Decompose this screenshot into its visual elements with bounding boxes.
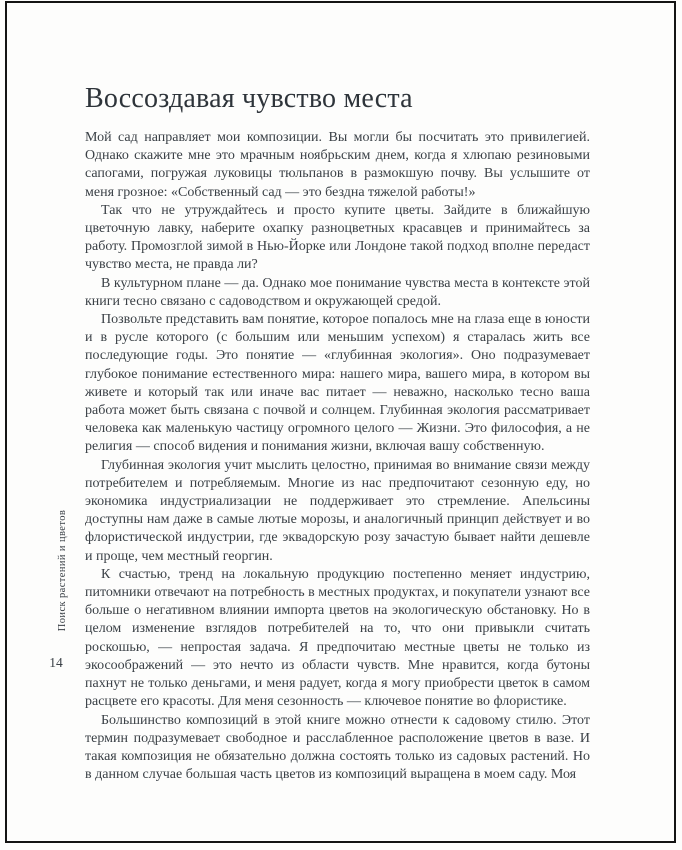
body-paragraph: В культурном плане — да. Однако мое понимание чувства места в контексте этой книги тесно связано с садоводством и окружающей средой. <box>85 275 590 309</box>
body-paragraph: Глубинная экология учит мыслить целостно, принимая во внимание связи между потребителем и потребляемым. Многие из нас предпочитают сезонную еду, но экономика индустриализации не поддерживает это стремление. Апельсины доступны нам даже в самые лютые морозы, и аналогичный принцип действует и во флористической индустрии, где эквадорскую розу зачастую бывает найти дешевле и проще, чем местный георгин. <box>85 457 590 564</box>
body-paragraph: Позвольте представить вам понятие, которое попалось мне на глаза еще в юности и в русле которого (с большим или меньшим успехом) я старалась жить все последующие годы. Это понятие — «глубинная экология». Оно подразумевает глубокое понимание естественного мира: нашего мира, вашего мира, в котором вы живете и который так или иначе вас питает — неважно, насколько тесно ваша работа может быть связана с почвой и солнцем. Глубинная экология рассматривает человека как маленькую частицу огромного целого — Жизни. Это философия, а не религия — способ видения и понимания жизни, включая вашу собственную. <box>85 312 590 455</box>
body-paragraph: Мой сад направляет мои композиции. Вы могли бы посчитать это привилегией. Однако скажите мне это мрачным ноябрьским днем, когда я хлюпаю резиновыми сапогами, погружая луковицы тюльпанов в размокшую почву. Вы услышите от меня грозное: «Собственный сад — это бездна тяжелой работы!» <box>85 130 590 200</box>
page-content <box>85 83 590 784</box>
body-text <box>85 129 590 784</box>
margin-section-label: Поиск растений и цветов <box>57 509 69 631</box>
margin-section-label-container <box>55 505 71 635</box>
body-paragraph: К счастью, тренд на локальную продукцию постепенно меняет индустрию, питомники отвечают на потребность в местных продуктах, и покупатели узнают все больше о негативном влиянии импорта цветов на экологическую обстановку. Но в целом изменение взглядов потребителей на то, что они привыкли считать роскошью, — непростая задача. Я предпочитаю местные цветы не только из экосоображений — это нечто из области чувств. Мне нравится, когда бутоны пахнут не только деньгами, и меня радует, когда я могу приобрести цветок в самом расцвете его красоты. Для меня сезонность — ключевое понятие во флористике. <box>85 566 590 710</box>
body-paragraph: Так что не утруждайтесь и просто купите цветы. Зайдите в ближайшую цветочную лавку, наберите охапку разноцветных красавцев и принимайтесь за работу. Промозглой зимой в Нью-Йорке или Лондоне такой подход вполне передаст чувство места, не правда ли? <box>85 202 590 273</box>
body-paragraph: Большинство композиций в этой книге можно отнести к садовому стилю. Этот термин подразумевает свободное и расслабленное расположение цветов в вазе. И такая композиция не обязательно должна состоять только из садовых растений. Но в данном случае большая часть цветов из композиций выращена в моем саду. Моя <box>85 712 590 783</box>
page-number: 14 <box>49 655 63 670</box>
chapter-title: Воссоздавая чувство места <box>85 83 413 114</box>
